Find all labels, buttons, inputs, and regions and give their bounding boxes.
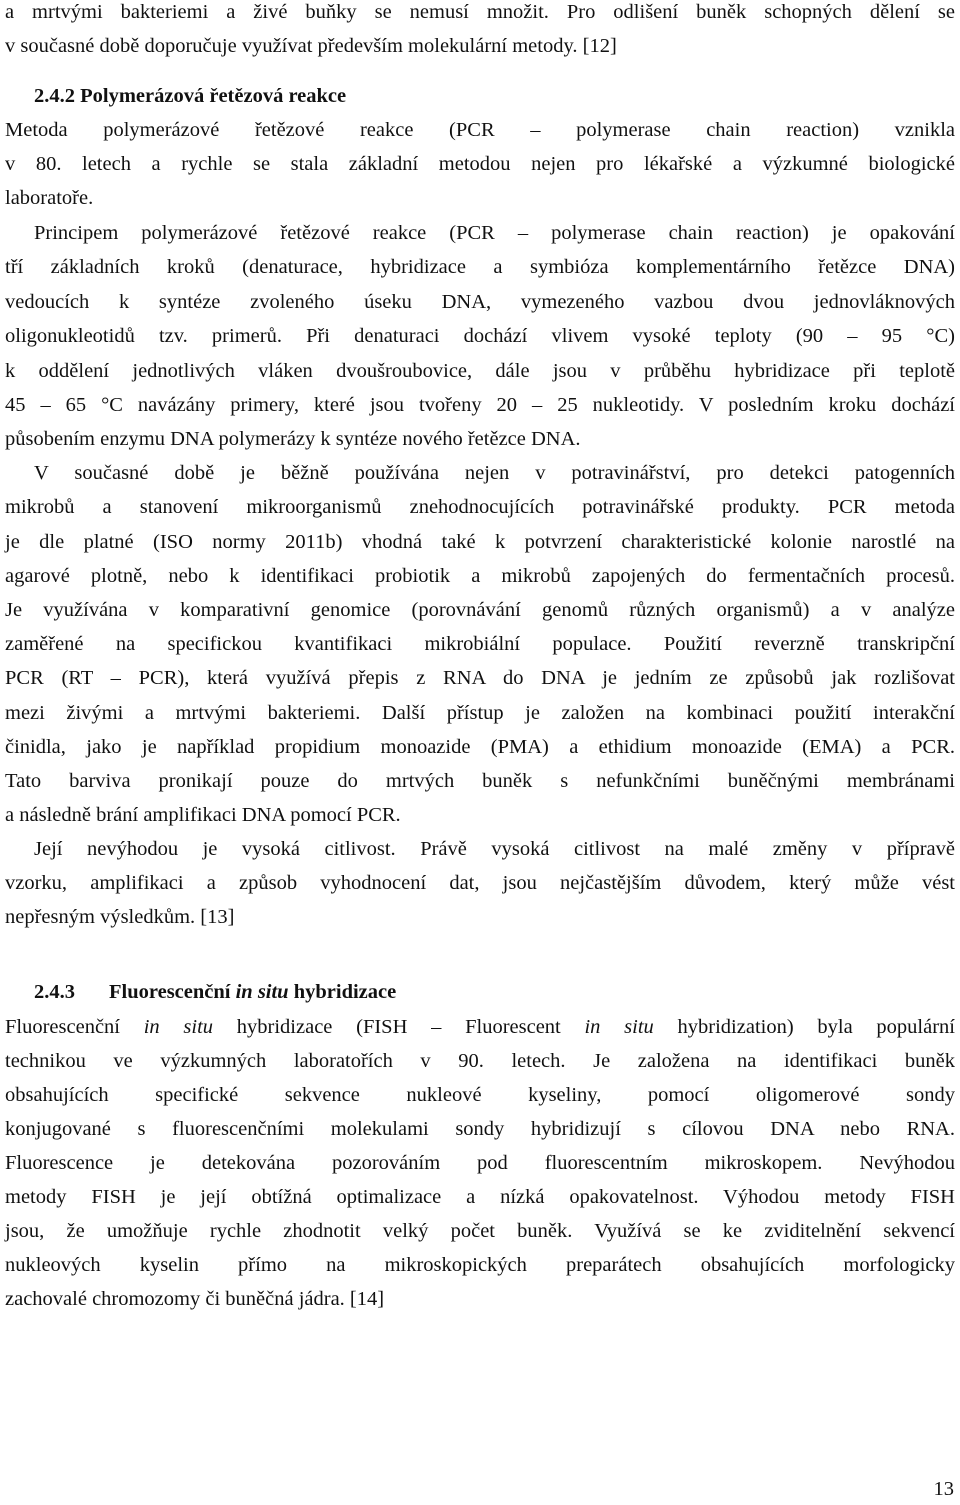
text-line: laboratoře.: [5, 187, 94, 209]
text-line: vedoucích k syntéze zvoleného úseku DNA, vymezeného vazbou dvou jednovláknových: [5, 291, 955, 313]
text-line: Její nevýhodou je vysoká citlivost. Právě vysoká citlivost na malé změny v přípravě: [34, 838, 955, 860]
text-line: tří základních kroků (denaturace, hybridizace a symbióza komplementárního řetězce DNA): [5, 256, 955, 278]
text-line: a mrtvými bakteriemi a živé buňky se nemusí množit. Pro odlišení buněk schopných dělení se: [5, 1, 955, 23]
text-line: nukleových kyselin přímo na mikroskopických preparátech obsahujících morfologicky: [5, 1254, 955, 1276]
text-line: vzorku, amplifikaci a způsob vyhodnocení dat, jsou nejčastějším důvodem, který může vést: [5, 872, 955, 894]
text-line: jsou, že umožňuje rychle zhodnotit velký počet buněk. Využívá se ke zviditelnění sekvencí: [5, 1220, 955, 1242]
heading-text-italic: in situ: [235, 981, 289, 1003]
text-line: a následně brání amplifikaci DNA pomocí PCR.: [5, 804, 401, 826]
text-line: mezi živými a mrtvými bakteriemi. Další přístup je založen na kombinaci použití interakční: [5, 702, 955, 724]
text-line: oligonukleotidů tzv. primerů. Při denaturaci dochází vlivem vysoké teploty (90 – 95 °C): [5, 325, 955, 347]
text-line: Tato barviva pronikají pouze do mrtvých buněk s nefunkčními buněčnými membránami: [5, 770, 955, 792]
text-line: je dle platné (ISO normy 2011b) vhodná také k potvrzení charakteristické kolonie narostlé na: [5, 531, 955, 553]
text-line: konjugované s fluorescenčními molekulami sondy hybridizují s cílovou DNA nebo RNA.: [5, 1118, 955, 1140]
text-line: činidla, jako je například propidium monoazide (PMA) a ethidium monoazide (EMA) a PCR.: [5, 736, 955, 758]
heading-text: hybridizace: [288, 981, 397, 1003]
text-line: působením enzymu DNA polymerázy k syntéze nového řetězce DNA.: [5, 428, 581, 450]
heading-text: Fluorescenční: [109, 981, 236, 1003]
text-line: Je využívána v komparativní genomice (porovnávání genomů různých organismů) a v analýze: [5, 599, 955, 621]
text-line: V současné době je běžně používána nejen v potravinářství, pro detekci patogenních: [34, 462, 955, 484]
text-line: metody FISH je její obtížná optimalizace a nízká opakovatelnost. Výhodou metody FISH: [5, 1186, 955, 1208]
text-line: Fluorescenční in situ hybridizace (FISH – Fluorescent in situ hybridization) byla populární: [5, 1016, 955, 1038]
text-line: nepřesným výsledkům. [13]: [5, 906, 235, 928]
text-line: Metoda polymerázové řetězové reakce (PCR – polymerase chain reaction) vznikla: [5, 119, 955, 141]
text-line: v 80. letech a rychle se stala základní metodou nejen pro lékařské a výzkumné biologické: [5, 153, 955, 175]
text-line: obsahujících specifické sekvence nukleové kyseliny, pomocí oligomerové sondy: [5, 1084, 955, 1106]
text-line: agarové plotně, nebo k identifikaci probiotik a mikrobů zapojených do fermentačních procesů.: [5, 565, 955, 587]
text-line: 45 – 65 °C navázány primery, které jsou tvořeny 20 – 25 nukleotidy. V posledním kroku dochází: [5, 394, 955, 416]
text-line: k oddělení jednotlivých vláken dvoušroubovice, dále jsou v průběhu hybridizace při teplotě: [5, 360, 955, 382]
text-line: mikrobů a stanovení mikroorganismů znehodnocujících potravinářské produkty. PCR metoda: [5, 496, 955, 518]
section-heading-2-4-2: 2.4.2 Polymerázová řetězová reakce: [34, 85, 347, 107]
text-line: zachovalé chromozomy či buněčná jádra. [14]: [5, 1288, 385, 1310]
heading-number: 2.4.3: [34, 981, 75, 1003]
text-line: Fluorescence je detekována pozorováním pod fluorescentním mikroskopem. Nevýhodou: [5, 1152, 955, 1174]
text-line: technikou ve výzkumných laboratořích v 90. letech. Je založena na identifikaci buněk: [5, 1050, 955, 1072]
page-number: 13: [933, 1478, 954, 1500]
text-line: Principem polymerázové řetězové reakce (PCR – polymerase chain reaction) je opakování: [34, 222, 955, 244]
text-line: PCR (RT – PCR), která využívá přepis z RNA do DNA je jedním ze způsobů jak rozlišovat: [5, 667, 955, 689]
text-line: v současné době doporučuje využívat především molekulární metody. [12]: [5, 35, 617, 57]
section-heading-2-4-3: [34, 975, 955, 1009]
text-line: zaměřené na specifickou kvantifikaci mikrobiální populace. Použití reverzně transkripční: [5, 633, 955, 655]
